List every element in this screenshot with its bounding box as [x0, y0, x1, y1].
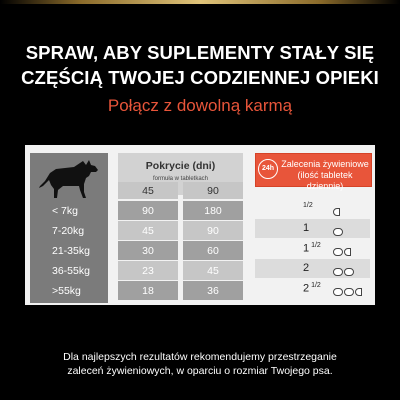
recommendation-row	[255, 259, 370, 278]
coverage-days-value: 90	[207, 225, 219, 237]
headline-line-2: CZĘŚCIĄ TWOJEJ CODZIENNEJ OPIEKI	[21, 67, 379, 88]
coverage-days-value: 180	[204, 205, 222, 217]
weight-label: < 7kg	[52, 205, 78, 217]
tablet-icons	[333, 263, 355, 273]
dosage-table	[25, 145, 375, 305]
coverage-days-value: 45	[142, 225, 154, 237]
recommendation-row	[255, 239, 370, 258]
recommendation-header	[255, 153, 372, 191]
dose-value: 1 $^{1/2}$	[303, 242, 321, 255]
half-tablet-icon	[355, 288, 362, 296]
tablet-icons	[333, 223, 344, 233]
coverage-cell	[118, 281, 178, 300]
tablet-icons	[333, 283, 363, 293]
weight-column	[30, 153, 108, 303]
dose-value: 1	[303, 222, 310, 234]
coverage-cell	[183, 221, 243, 240]
coverage-title: Pokrycie (dni)	[145, 160, 216, 172]
half-tablet-icon	[344, 248, 351, 256]
pack-size-label: 45	[142, 185, 154, 197]
coverage-cell	[183, 241, 243, 260]
tablet-icons	[333, 203, 341, 213]
weight-label: >55kg	[52, 285, 81, 297]
recommendation-row	[255, 279, 370, 298]
pack-size-header-90	[183, 182, 243, 199]
weight-label: 7-20kg	[52, 225, 85, 237]
tablet-icon	[333, 228, 343, 236]
coverage-days-value: 18	[142, 285, 154, 297]
tablet-icon	[333, 248, 343, 256]
coverage-subtitle: formuła w tabletkach	[152, 176, 209, 182]
coverage-days-value: 30	[142, 245, 154, 257]
pack-size-label: 90	[207, 185, 219, 197]
tablet-icon	[344, 268, 354, 276]
recommendation-title: Zalecenia żywieniowe (ilość tabletek dziennie)	[281, 159, 369, 191]
half-tablet-icon	[333, 208, 340, 216]
footer-line-2: zaleceń żywieniowych, w oparciu o rozmiar Twojego psa.	[67, 365, 333, 377]
coverage-cell	[118, 221, 178, 240]
coverage-days-value: 36	[207, 285, 219, 297]
tablet-icons	[333, 243, 352, 253]
tablet-icon	[344, 288, 354, 296]
dose-value: 2 $^{1/2}$	[303, 282, 321, 295]
coverage-cell	[183, 201, 243, 220]
coverage-cell	[118, 201, 178, 220]
coverage-cell	[118, 241, 178, 260]
coverage-cell	[183, 261, 243, 280]
coverage-days-value: 23	[142, 265, 154, 277]
footer-line-1: Dla najlepszych rezultatów rekomendujemy przestrzeganie	[63, 351, 337, 363]
subheadline: Połącz z dowolną karmą	[107, 96, 293, 115]
24h-badge-icon: 24h	[258, 159, 278, 179]
recommendation-row	[255, 219, 370, 238]
coverage-cell	[118, 261, 178, 280]
dose-value: 2	[303, 262, 310, 274]
dog-silhouette-icon	[34, 159, 104, 199]
coverage-days-value: 90	[142, 205, 154, 217]
coverage-days-value: 45	[207, 265, 219, 277]
headline-line-1: SPRAW, ABY SUPLEMENTY STAŁY SIĘ	[25, 42, 375, 63]
weight-label: 36-55kg	[52, 265, 90, 277]
top-gold-divider	[0, 0, 400, 4]
tablet-icon	[333, 288, 343, 296]
pack-size-header-45	[118, 182, 178, 199]
dose-value: 1/2	[303, 202, 313, 209]
tablet-icon	[333, 268, 343, 276]
recommendation-row	[255, 199, 370, 218]
weight-label: 21-35kg	[52, 245, 90, 257]
coverage-days-value: 60	[207, 245, 219, 257]
coverage-cell	[183, 281, 243, 300]
